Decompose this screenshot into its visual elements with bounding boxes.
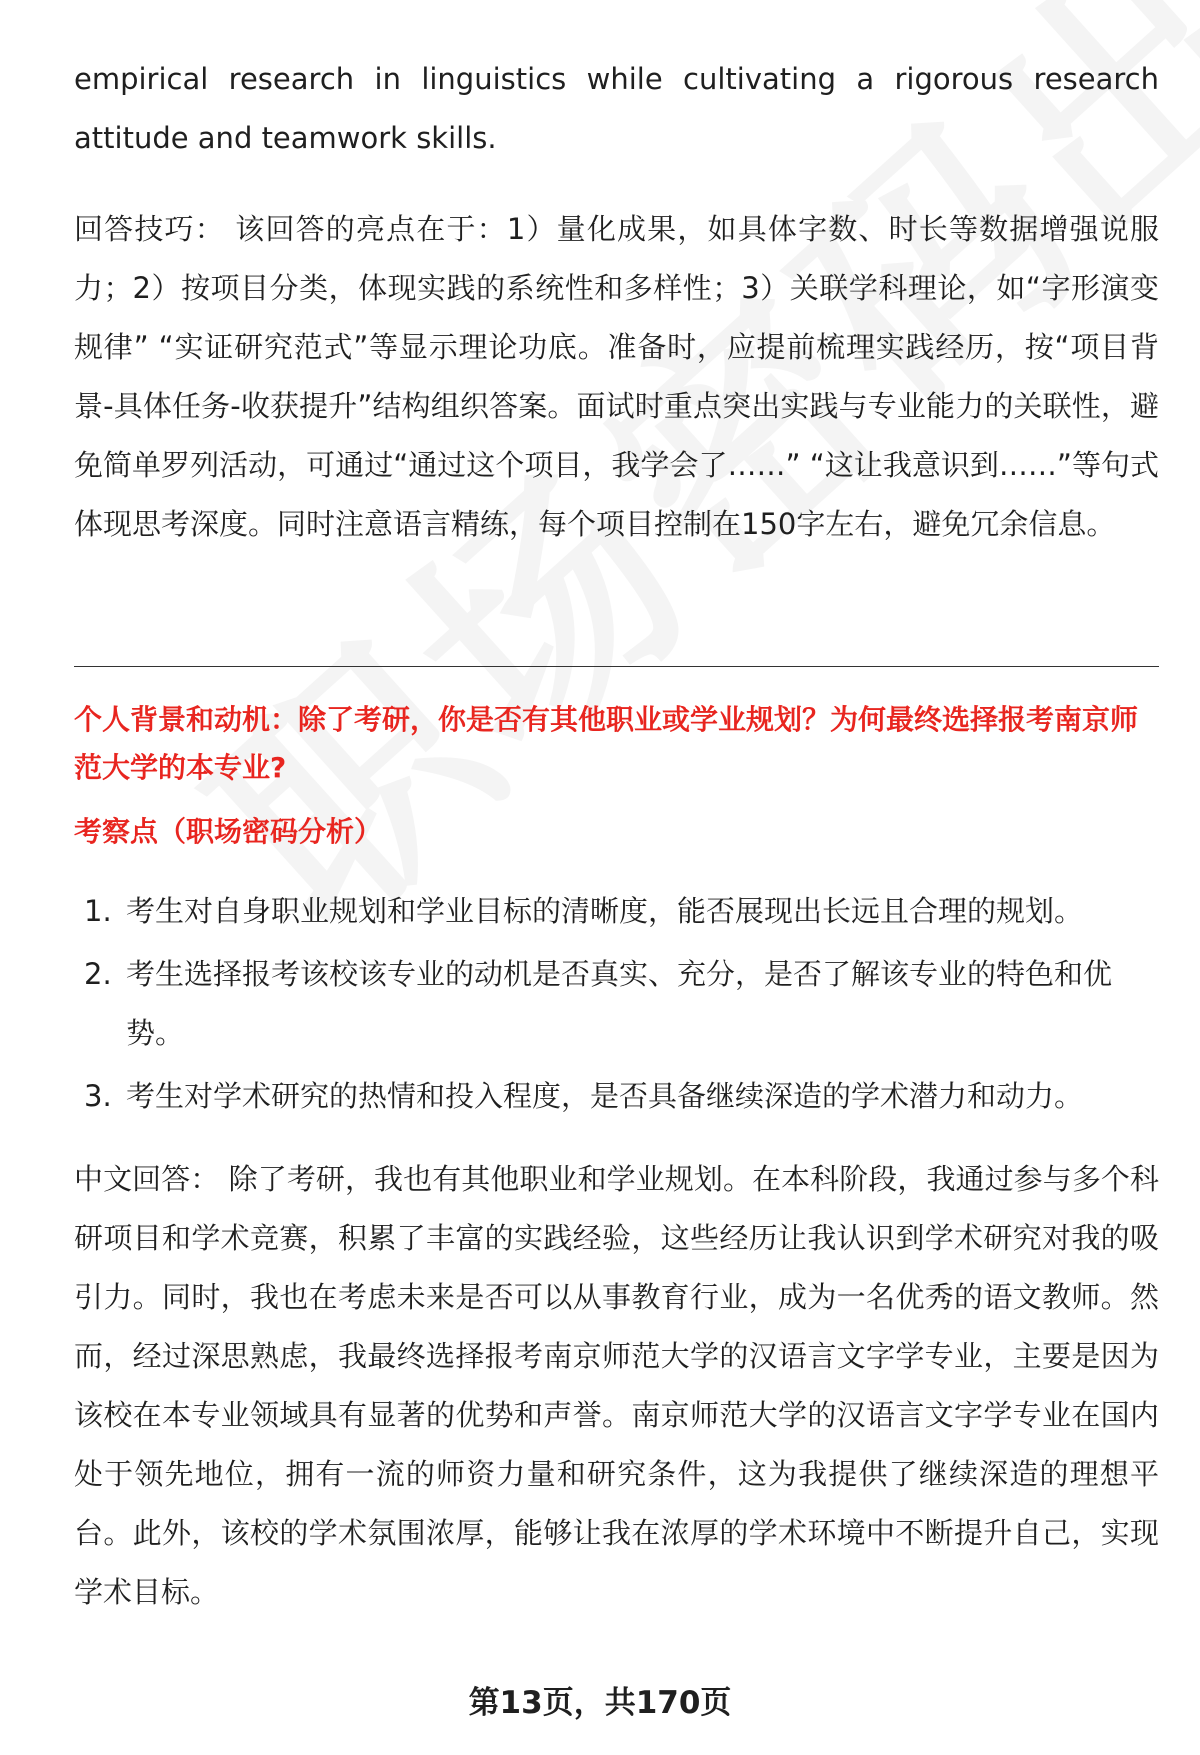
list-item [74,882,1159,941]
focus-points-heading: 考察点（职场密码分析） [74,815,383,848]
list-item [74,1067,1159,1126]
list-item-text: 考生对学术研究的热情和投入程度，是否具备继续深造的学术潜力和动力。 [126,1079,1084,1113]
list-item [74,945,1159,1063]
focus-points-list [74,882,1159,1130]
chinese-answer-paragraph: 中文回答： 除了考研，我也有其他职业和学业规划。在本科阶段，我通过参与多个科研项目和学术竞赛，积累了丰富的实践经验，这些经历让我认识到学术研究对我的吸引力。同时，我也在考虑未来是否可以从事教育行业，成为一名优秀的语文教师。然而，经过深思熟虑，我最终选择报考南京师范大学的汉语言文字学专业，主要是因为该校在本专业领域具有显著的优势和声誉。南京师范大学的汉语言文字学专业在国内处于领先地位，拥有一流的师资力量和研究条件，这为我提供了继续深造的理想平台。此外，该校的学术氛围浓厚，能够让我在浓厚的学术环境中不断提升自己，实现学术目标。 [74,1162,1159,1609]
answer-tips-paragraph: 回答技巧： 该回答的亮点在于：1）量化成果，如具体字数、时长等数据增强说服力；2）按项目分类，体现实践的系统性和多样性；3）关联学科理论，如“字形演变规律” “实证研究范式”等显示理论功底。准备时，应提前梳理实践经历，按“项目背景-具体任务-收获提升”结构组织答案。面试时重点突出实践与专业能力的关联性，避免简单罗列活动，可通过“通过这个项目，我学会了……” “这让我意识到……”等句式体现思考深度。同时注意语言精练，每个项目控制在150字左右，避免冗余信息。 [74,212,1159,541]
question-title: 个人背景和动机：除了考研，你是否有其他职业或学业规划？为何最终选择报考南京师范大学的本专业? [74,703,1139,784]
list-item-text: 考生选择报考该校该专业的动机是否真实、充分，是否了解该专业的特色和优势。 [126,957,1113,1050]
list-item-text: 考生对自身职业规划和学业目标的清晰度，能否展现出长远且合理的规划。 [126,894,1084,928]
intro-continuation-paragraph: empirical research in linguistics while cultivating a rigorous research attitude and teamwork skills. [74,62,1159,155]
section-divider [74,666,1159,667]
list-item-number: 3. [84,1079,112,1113]
list-item-number: 2. [84,957,112,991]
list-item-number: 1. [84,894,112,928]
page-number-footer: 第13页，共170页 [468,1685,732,1721]
